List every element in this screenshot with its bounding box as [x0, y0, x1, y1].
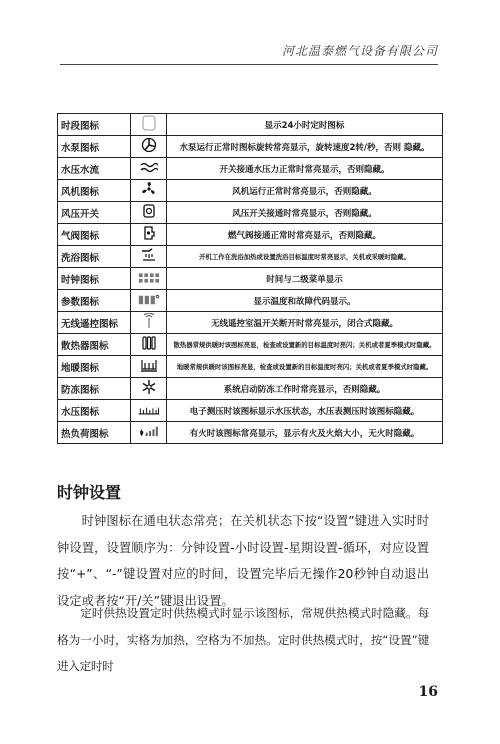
icon-spec-table: [57, 113, 443, 444]
water-flow-icon: [138, 160, 160, 176]
table-row: [58, 268, 443, 290]
row-name: 地暖图标: [58, 356, 131, 378]
row-icon-cell: [131, 224, 167, 246]
clock-icon: [138, 270, 160, 286]
row-icon-cell: [131, 268, 167, 290]
table-row: [58, 378, 443, 400]
row-name: 时钟图标: [58, 268, 131, 290]
table-row: [58, 158, 443, 180]
time-slot-icon: [138, 115, 160, 131]
row-icon-cell: [131, 136, 167, 158]
row-icon-cell: [131, 114, 167, 136]
row-icon-cell: [131, 378, 167, 400]
row-icon-cell: [131, 202, 167, 224]
row-description: 显示温度和故障代码显示。: [167, 290, 443, 312]
row-description: 地暖常规供暖时该图标亮显，检查或设置新的目标温度时亮闪；关机或者夏季模式时隐藏。: [167, 356, 443, 378]
row-name: 热负荷图标: [58, 422, 131, 444]
row-description: 显示24小时定时图标: [167, 114, 443, 136]
table-row: [58, 246, 443, 268]
row-name: 时段图标: [58, 114, 131, 136]
antifreeze-icon: [138, 379, 160, 395]
row-icon-cell: [131, 180, 167, 202]
shower-icon: [138, 247, 160, 263]
row-name: 气阀图标: [58, 224, 131, 246]
table-row: [58, 136, 443, 158]
heat-load-icon: [138, 423, 160, 439]
page-header: [60, 28, 438, 65]
row-icon-cell: [131, 290, 167, 312]
water-pressure-gauge-icon: [138, 402, 160, 418]
water-pump-icon: [138, 137, 160, 153]
gas-valve-icon: [138, 225, 160, 241]
row-description: 开关接通水压力正常时常亮显示，否则隐藏。: [167, 158, 443, 180]
table-row: [58, 312, 443, 334]
floor-heating-icon: [138, 357, 160, 373]
row-icon-cell: [131, 422, 167, 444]
row-description: 时间与二级菜单显示: [167, 268, 443, 290]
row-name: 洗浴图标: [58, 246, 131, 268]
row-icon-cell: [131, 400, 167, 422]
table-row: [58, 114, 443, 136]
section-title: 时钟设置: [57, 483, 122, 502]
timed-heating-paragraph: 定时供热设置定时供热模式时显示该图标，常规供热模式时隐藏。每格为一小时，实格为加热，空格为不加热。定时供热模式时，按“设置”键进入定时时: [57, 606, 429, 673]
row-name: 风压开关: [58, 202, 131, 224]
row-name: 水泵图标: [58, 136, 131, 158]
table-row: [58, 400, 443, 422]
company-name: 河北温泰燃气设备有限公司: [281, 44, 438, 58]
row-name: 水压水流: [58, 158, 131, 180]
row-description: 风压开关接通时常亮显示，否则隐藏。: [167, 202, 443, 224]
row-icon-cell: [131, 158, 167, 180]
wireless-remote-icon: [138, 313, 160, 329]
clock-setting-paragraph: 时钟图标在通电状态常亮；在关机状态下按“设置”键进入实时时钟设置，设置顺序为：分钟设置-小时设置-星期设置-循环，对应设置按“+”、“-”键设置对应的时间，设置完毕后无操作20秒钟自动退出设定或者按“开/关”键退出设置。: [57, 514, 429, 608]
row-name: 无线遥控图标: [58, 312, 131, 334]
row-description: 电子测压时该图标显示水压状态，水压表测压时该图标隐藏。: [167, 400, 443, 422]
parameter-icon: [138, 292, 160, 308]
row-description: 散热器常规供暖时该图标亮显，检查或设置新的目标温度时亮闪；关机或者夏季模式时隐藏。: [167, 334, 443, 356]
table-row: [58, 356, 443, 378]
row-description: 燃气阀接通正常时常亮显示，否则隐藏。: [167, 224, 443, 246]
fan-icon: [138, 181, 160, 197]
row-description: 无线遥控室温开关断开时常亮显示，闭合式隐藏。: [167, 312, 443, 334]
row-description: 开机工作在洗浴加热或设置洗浴目标温度时常亮显示，关机或采暖时隐藏。: [167, 246, 443, 268]
table-row: [58, 180, 443, 202]
row-name: 风机图标: [58, 180, 131, 202]
table-row: [58, 290, 443, 312]
row-description: 有火时该图标常亮显示，显示有火及火焰大小，无火时隐藏。: [167, 422, 443, 444]
row-description: 水泵运行正常时图标旋转常亮显示，旋转速度2转/秒，否则 隐藏。: [167, 136, 443, 158]
table-row: [58, 422, 443, 444]
row-icon-cell: [131, 334, 167, 356]
row-description: 风机运行正常时常亮显示，否则隐藏。: [167, 180, 443, 202]
row-icon-cell: [131, 312, 167, 334]
row-name: 参数图标: [58, 290, 131, 312]
table-row: [58, 202, 443, 224]
row-description: 系统启动防冻工作时常亮显示，否则隐藏。: [167, 378, 443, 400]
page-number: 16: [418, 684, 438, 700]
air-pressure-switch-icon: [138, 203, 160, 219]
row-icon-cell: [131, 246, 167, 268]
row-icon-cell: [131, 356, 167, 378]
table-row: [58, 334, 443, 356]
row-name: 防冻图标: [58, 378, 131, 400]
radiator-icon: [138, 335, 160, 351]
row-name: 散热器图标: [58, 334, 131, 356]
row-name: 水压图标: [58, 400, 131, 422]
table-row: [58, 224, 443, 246]
